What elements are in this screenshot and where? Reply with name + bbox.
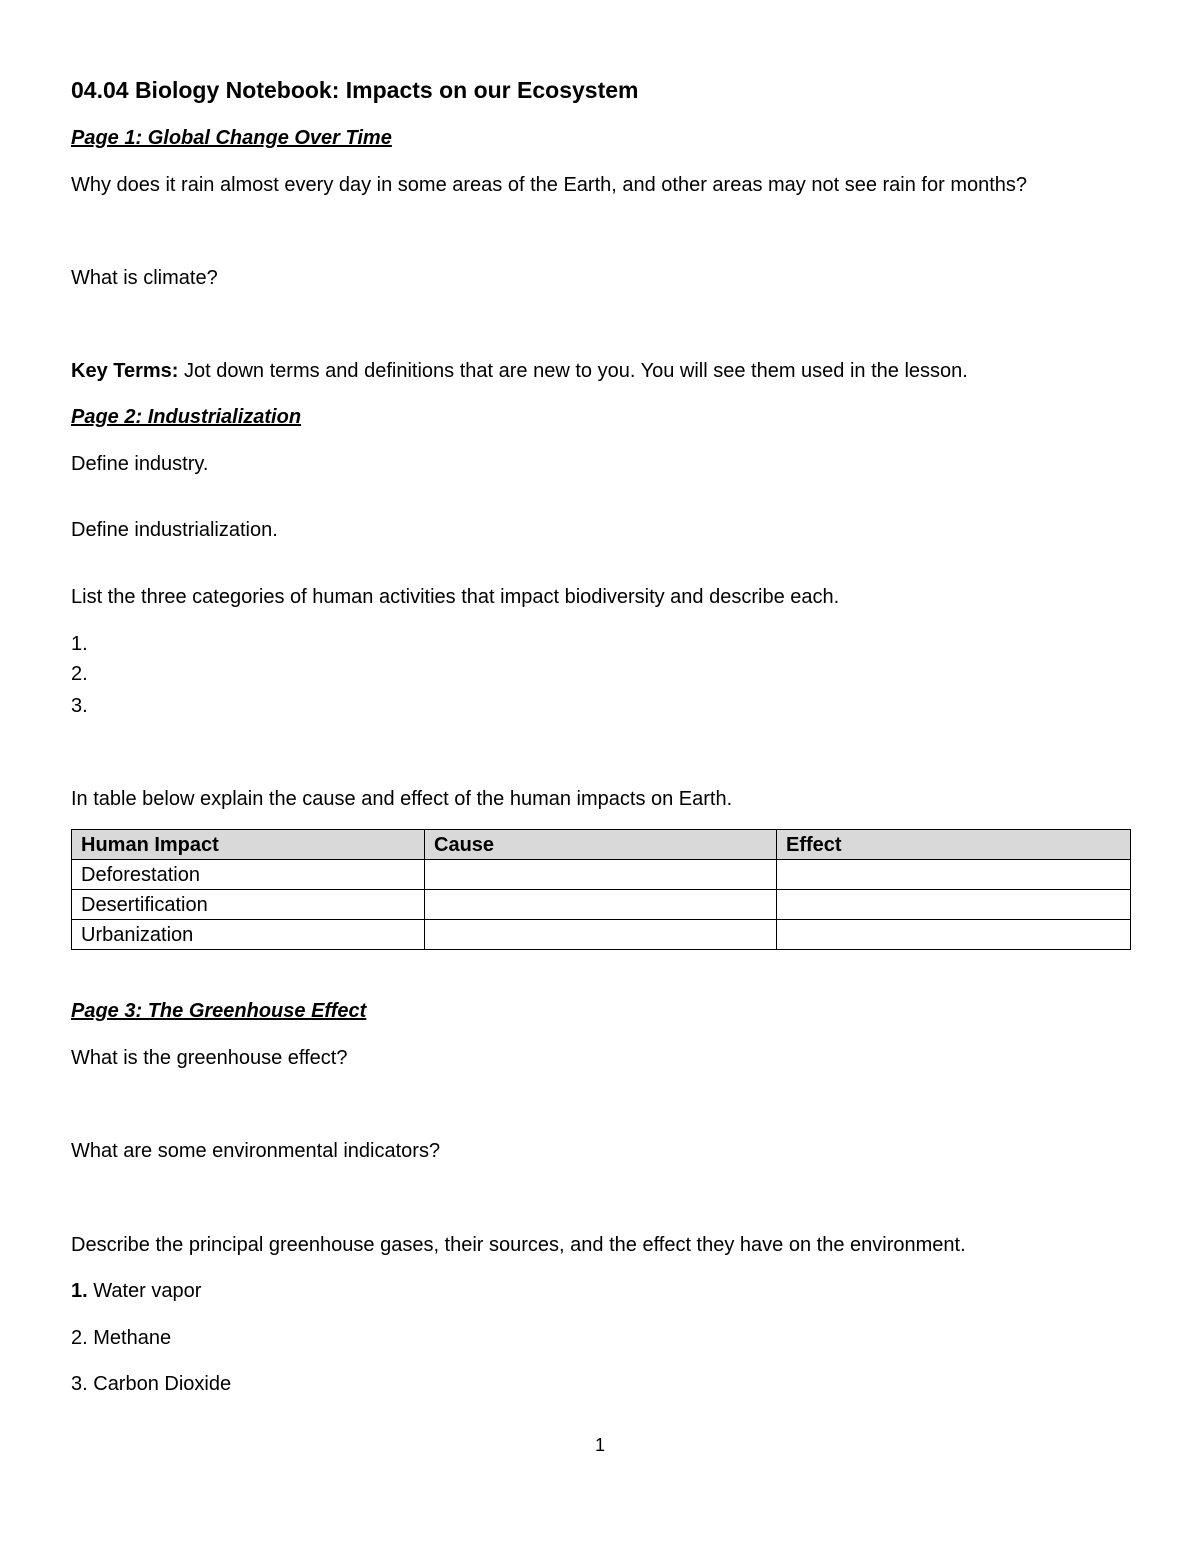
table-row [72,920,1131,950]
gas-item-water-vapor [71,1279,201,1303]
list-item-3: 3. [71,695,88,717]
section-heading-greenhouse: Page 3: The Greenhouse Effect [71,1000,367,1022]
document-title: 04.04 Biology Notebook: Impacts on our Ecosystem [71,77,639,103]
gas-item-number: 2. [71,1327,88,1349]
table-cell-impact: Deforestation [72,860,425,890]
key-terms-label: Key Terms: [71,360,179,382]
gas-item-number: 3. [71,1373,88,1395]
question-define-industrialization: Define industrialization. [71,519,278,541]
human-impact-table [71,829,1131,950]
question-categories: List the three categories of human activities that impact biodiversity and describe each. [71,586,840,608]
gas-item-carbon-dioxide [71,1372,231,1396]
question-rain: Why does it rain almost every day in some areas of the Earth, and other areas may not see rain for months? [71,174,1028,196]
question-table-instructions: In table below explain the cause and effect of the human impacts on Earth. [71,788,733,810]
section-heading-industrialization: Page 2: Industrialization [71,406,302,428]
table-cell-impact: Urbanization [72,920,425,950]
question-climate: What is climate? [71,267,218,289]
table-header-cause: Cause [425,830,777,860]
table-row [72,890,1131,920]
table-cell-cause[interactable] [425,920,777,950]
table-header-row [72,830,1131,860]
table-cell-impact: Desertification [72,890,425,920]
table-cell-cause[interactable] [425,860,777,890]
question-greenhouse-effect: What is the greenhouse effect? [71,1047,348,1069]
list-item-1: 1. [71,633,88,655]
key-terms-line [71,359,968,383]
table-header-human-impact: Human Impact [72,830,425,860]
page-number: 1 [594,1435,605,1455]
gas-item-name: Methane [87,1327,172,1349]
gas-item-methane [71,1326,171,1350]
list-item-2: 2. [71,663,88,685]
table-row [72,860,1131,890]
question-environmental-indicators: What are some environmental indicators? [71,1140,441,1162]
table-cell-effect[interactable] [777,890,1131,920]
section-heading-global-change: Page 1: Global Change Over Time [71,127,392,149]
key-terms-text: Jot down terms and definitions that are new to you. You will see them used in the lesson. [178,360,968,382]
gas-item-number: 1. [71,1280,88,1302]
table-cell-effect[interactable] [777,860,1131,890]
gas-item-name: Water vapor [87,1280,202,1302]
question-define-industry: Define industry. [71,453,209,475]
table-cell-cause[interactable] [425,890,777,920]
table-header-effect: Effect [777,830,1131,860]
gas-item-name: Carbon Dioxide [87,1373,232,1395]
table-cell-effect[interactable] [777,920,1131,950]
question-greenhouse-gases: Describe the principal greenhouse gases, their sources, and the effect they have on the environment. [71,1234,966,1256]
